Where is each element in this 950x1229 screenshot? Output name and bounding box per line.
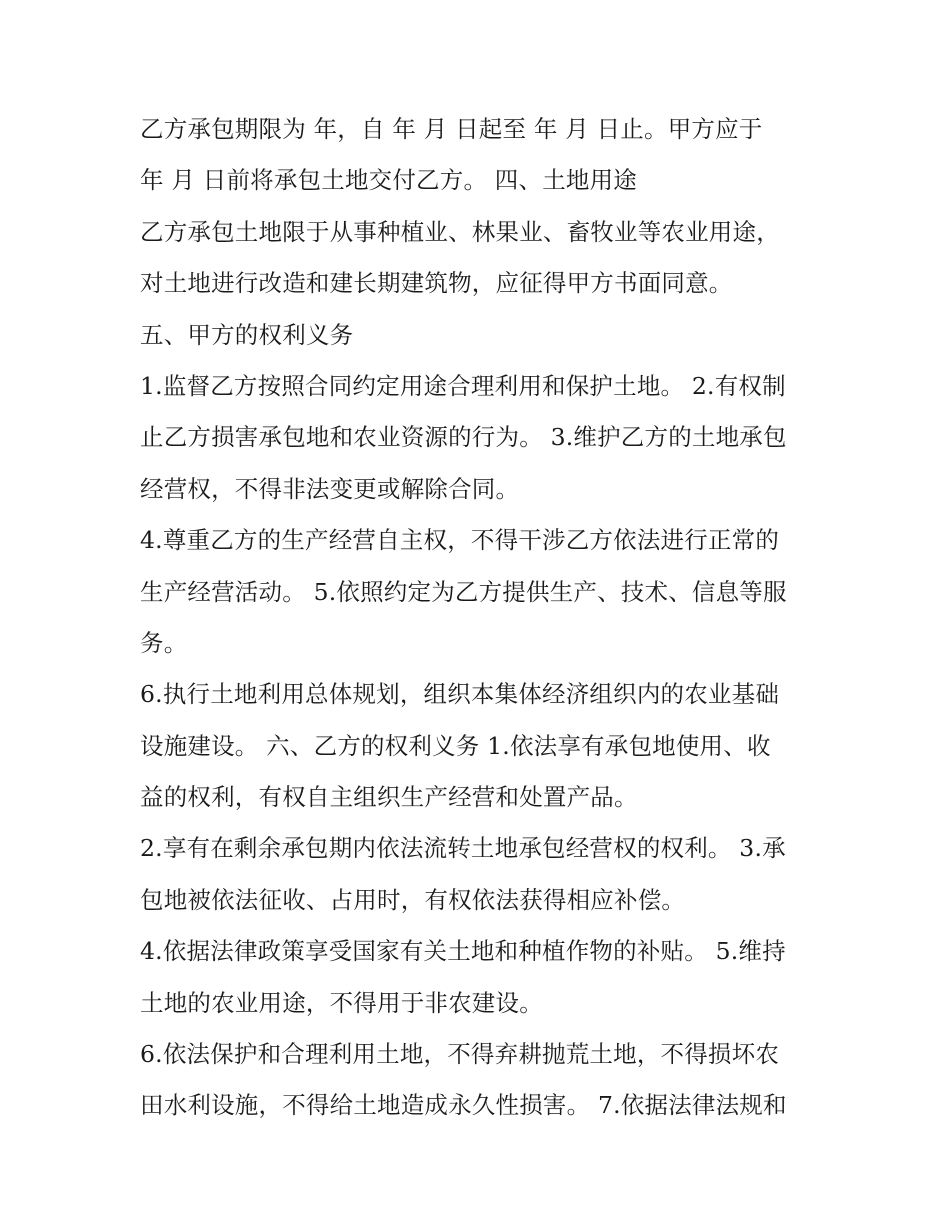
text-line: 4.尊重乙方的生产经营自主权，不得干涉乙方依法进行正常的 (140, 526, 780, 555)
text-line: 生产经营活动。 5.依照约定为乙方提供生产、技术、信息等服 (140, 577, 787, 606)
text-line: 2.享有在剩余承包期内依法流转土地承包经营权的权利。 3.承 (140, 834, 786, 863)
text-line: 设施建设。 六、乙方的权利义务 1.依法享有承包地使用、收 (140, 731, 771, 760)
text-line: 乙方承包期限为 年，自 年 月 日起至 年 月 日止。甲方应于 (140, 115, 763, 143)
text-line: 田水利设施，不得给土地造成永久性损害。 7.依据法律法规和 (140, 1091, 787, 1120)
text-line: 经营权，不得非法变更或解除合同。 (140, 474, 520, 503)
text-line: 务。 (140, 628, 188, 657)
text-line: 益的权利，有权自主组织生产经营和处置产品。 (140, 783, 638, 812)
text-line: 包地被依法征收、占用时，有权依法获得相应补偿。 (140, 885, 686, 914)
text-line: 4.依据法律政策享受国家有关土地和种植作物的补贴。 5.维持 (140, 937, 786, 966)
document-body (140, 104, 840, 1132)
text-line: 6.执行土地利用总体规划，组织本集体经济组织内的农业基础 (140, 680, 780, 709)
text-line: 1.监督乙方按照合同约定用途合理利用和保护土地。 2.有权制 (140, 371, 786, 400)
text-line: 乙方承包土地限于从事种植业、林果业、畜牧业等农业用途， (140, 217, 780, 246)
text-line: 年 月 日前将承包土地交付乙方。 四、土地用途 (140, 166, 638, 195)
section-heading: 五、甲方的权利义务 (140, 320, 354, 349)
text-line: 对土地进行改造和建长期建筑物，应征得甲方书面同意。 (140, 269, 733, 298)
text-line: 6.依法保护和合理利用土地，不得弃耕抛荒土地，不得损坏农 (140, 1040, 780, 1069)
text-line: 土地的农业用途，不得用于非农建设。 (140, 988, 543, 1017)
text-line: 止乙方损害承包地和农业资源的行为。 3.维护乙方的土地承包 (140, 423, 787, 452)
